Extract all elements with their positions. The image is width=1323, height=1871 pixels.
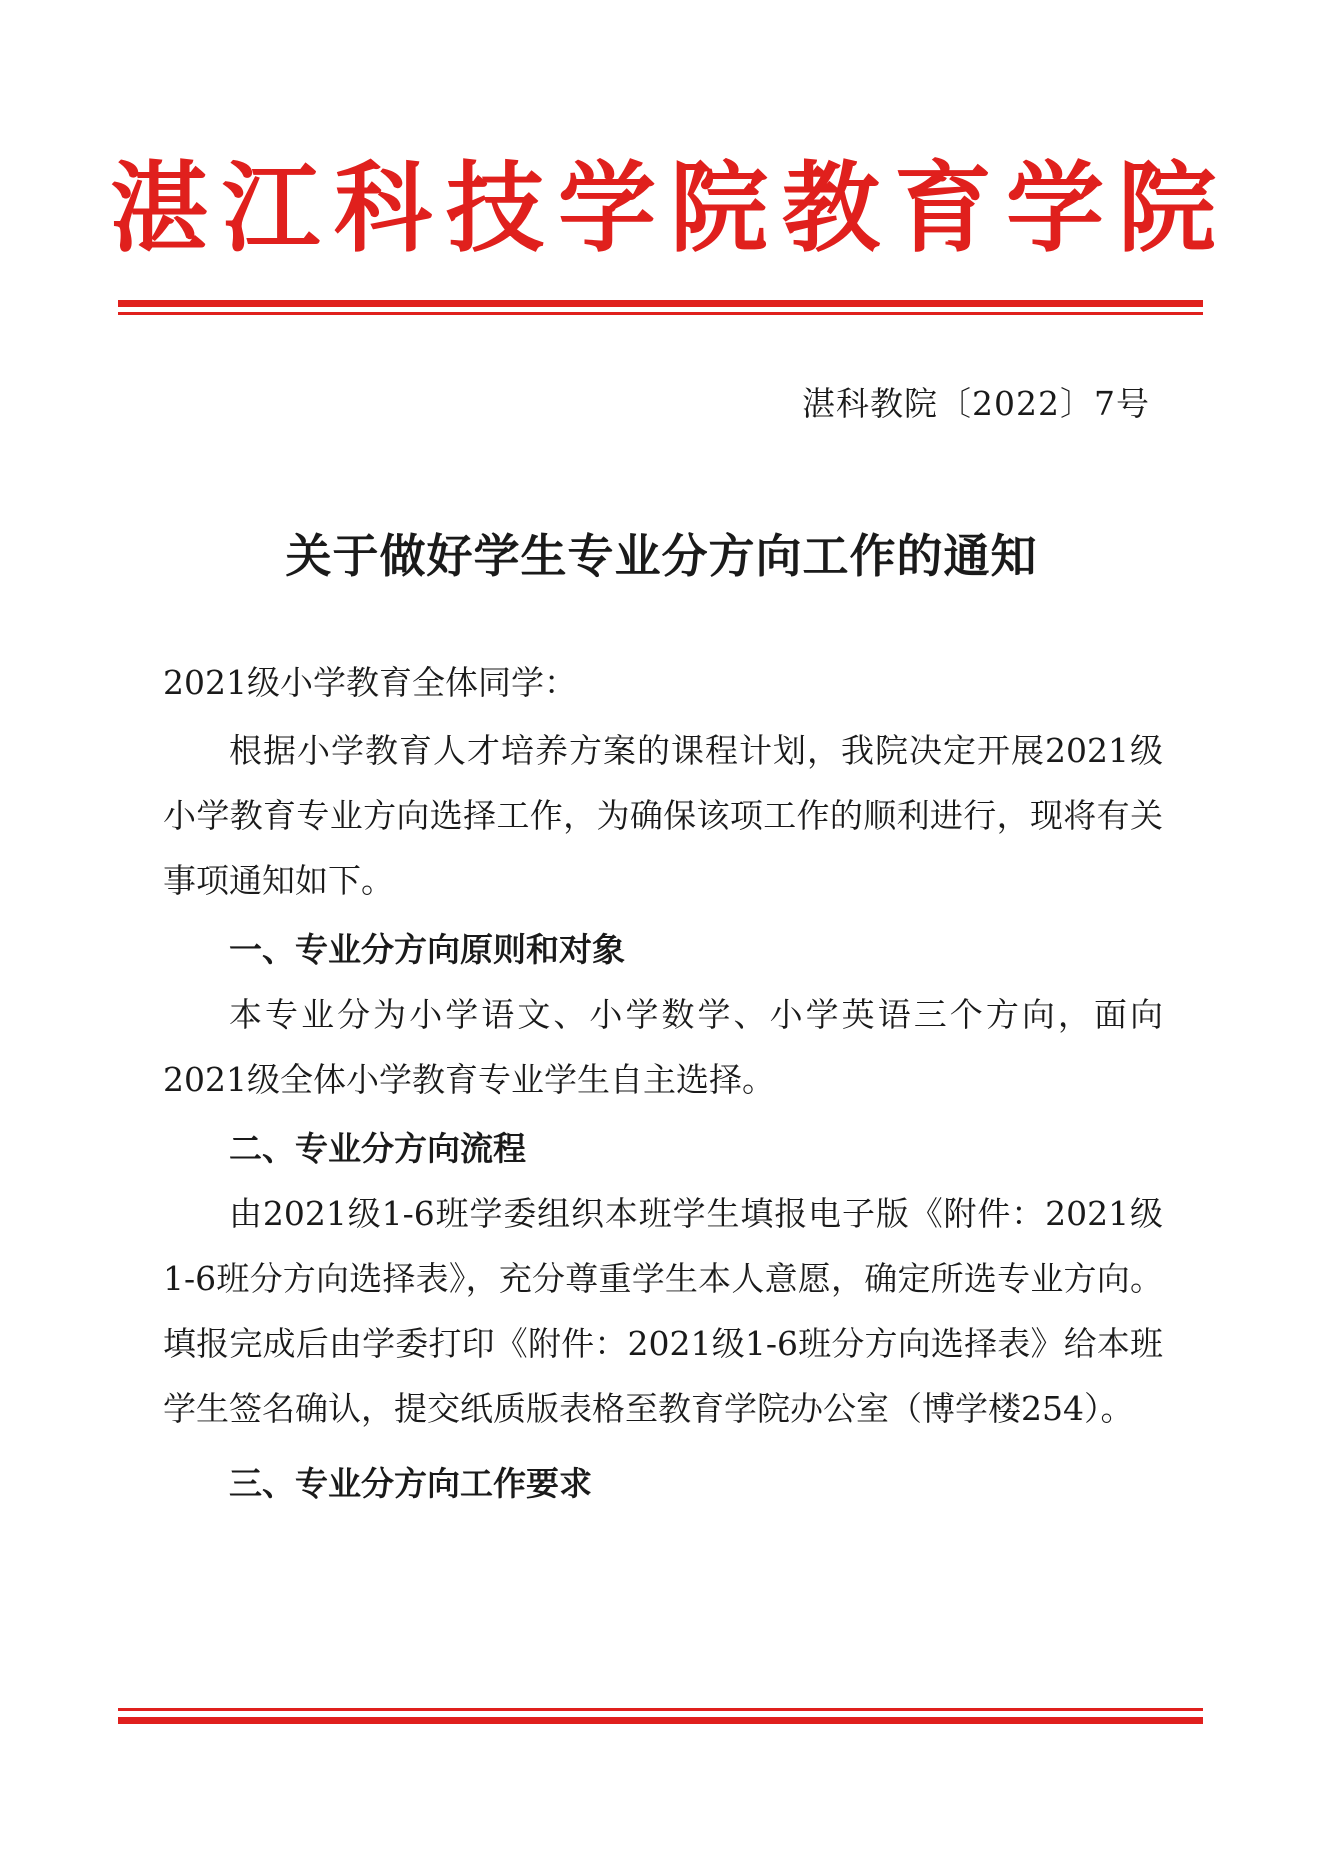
section-text-2: 由2021级1-6班学委组织本班学生填报电子版《附件：2021级1-6班分方向选择表》，充分尊重学生本人意愿，确定所选专业方向。填报完成后由学委打印《附件：2021级1-6班分方向选择表》给本班学生签名确认，提交纸质版表格至教育学院办公室（博学楼254）。: [163, 1194, 1163, 1428]
document-number: 湛科教院〔2022〕7号: [802, 384, 1150, 423]
masthead-rule-thick: [118, 300, 1203, 307]
section-text-1: 本专业分为小学语文、小学数学、小学英语三个方向，面向2021级全体小学教育专业学生自主选择。: [163, 995, 1163, 1099]
document-body: [163, 650, 1163, 1516]
greeting: 2021级小学教育全体同学：: [163, 663, 577, 702]
section-heading-3: 三、专业分方向工作要求: [229, 1464, 592, 1503]
section-heading-1: 一、专业分方向原则和对象: [229, 930, 625, 969]
intro-paragraph: 根据小学教育人才培养方案的课程计划，我院决定开展2021级小学教育专业方向选择工作，为确保该项工作的顺利进行，现将有关事项通知如下。: [163, 731, 1163, 900]
section-heading-2: 二、专业分方向流程: [229, 1129, 526, 1168]
footer-rule-thick: [118, 1717, 1203, 1724]
masthead-rule-thin: [118, 312, 1203, 315]
masthead-title: 湛江科技学院教育学院: [110, 152, 1231, 266]
footer-rule-thin: [118, 1708, 1203, 1711]
document-title: 关于做好学生专业分方向工作的通知: [285, 529, 1038, 583]
